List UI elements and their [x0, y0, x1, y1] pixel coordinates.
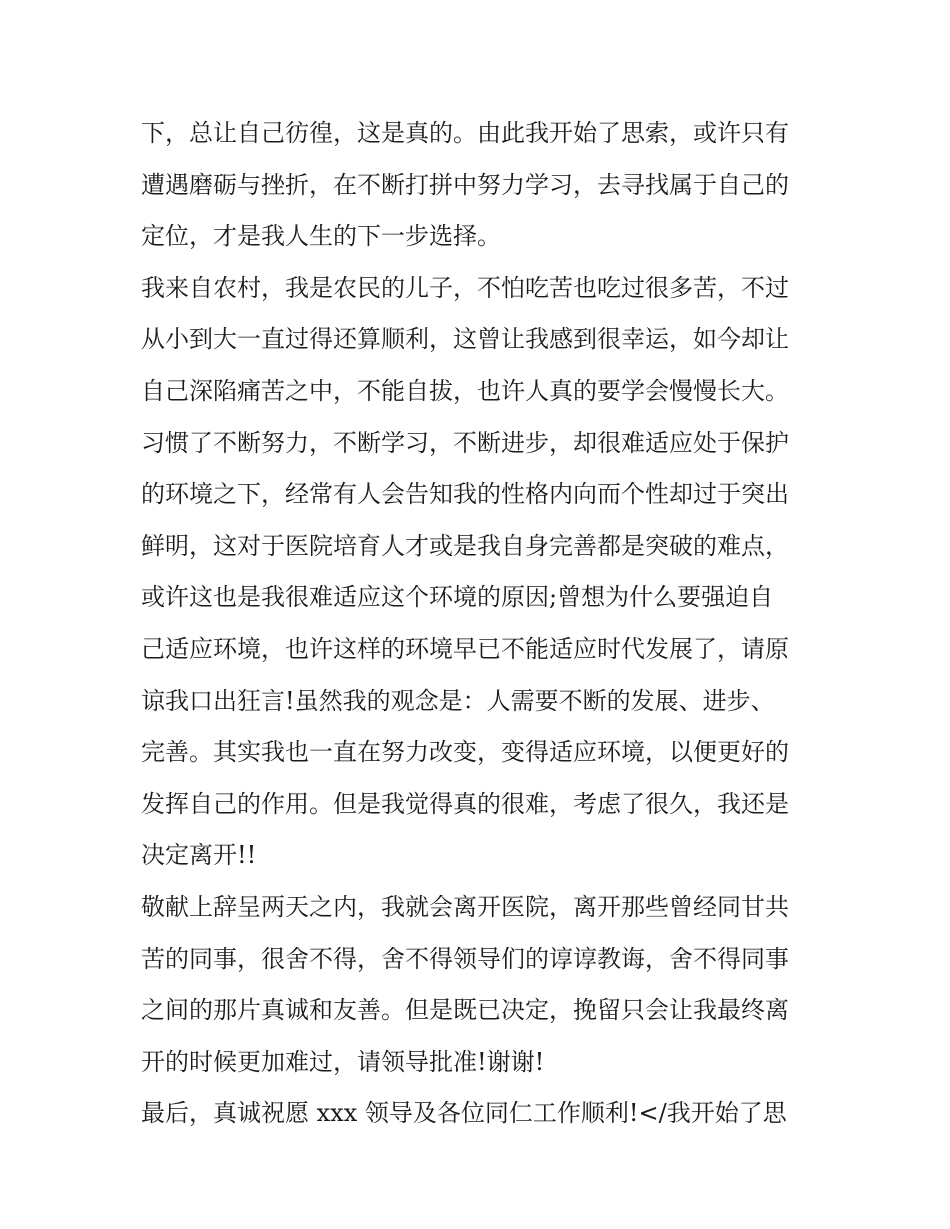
text-line: 下，总让自己彷徨，这是真的。由此我开始了思索，或许只有 — [141, 119, 789, 147]
text-line: 敬献上辞呈两天之内，我就会离开医院，离开那些曾经同甘共 — [141, 892, 789, 921]
text-line: 鲜明，这对于医院培育人才或是我自身完善都是突破的难点， — [141, 531, 789, 560]
text-line: 或许这也是我很难适应这个环境的原因;曾想为什么要强迫自 — [141, 583, 774, 612]
text-line: 谅我口出狂言!虽然我的观念是：人需要不断的发展、进步、 — [141, 686, 775, 715]
text-line: 完善。其实我也一直在努力改变，变得适应环境，以便更好的 — [141, 738, 789, 767]
text-line: 自己深陷痛苦之中，不能自拔，也许人真的要学会慢慢长大。 — [141, 376, 789, 405]
text-line: 发挥自己的作用。但是我觉得真的很难，考虑了很久，我还是 — [141, 789, 789, 818]
text-line: 决定离开!! — [141, 841, 257, 870]
text-line: 的环境之下，经常有人会告知我的性格内向而个性却过于突出 — [141, 480, 789, 509]
text-line: 开的时候更加难过，请领导批准!谢谢! — [141, 1047, 545, 1076]
text-line: 之间的那片真诚和友善。但是既已决定，挽留只会让我最终离 — [141, 996, 789, 1025]
text-line: 定位，才是我人生的下一步选择。 — [141, 222, 501, 251]
text-line: 习惯了不断努力，不断学习，不断进步，却很难适应处于保护 — [141, 428, 789, 457]
text-line: 遭遇磨砺与挫折，在不断打拼中努力学习，去寻找属于自己的 — [141, 170, 789, 199]
text-line: 苦的同事，很舍不得，舍不得领导们的谆谆教诲，舍不得同事 — [141, 944, 789, 973]
document-body — [141, 108, 821, 1140]
text-line: 从小到大一直过得还算顺利，这曾让我感到很幸运，如今却让 — [141, 325, 789, 354]
text-line: 我来自农村，我是农民的儿子，不怕吃苦也吃过很多苦，不过 — [141, 273, 789, 302]
text-line: 己适应环境，也许这样的环境早已不能适应时代发展了，请原 — [141, 634, 789, 663]
text-line: 最后，真诚祝愿 xxx 领导及各位同仁工作顺利!</我开始了思 — [141, 1099, 787, 1128]
